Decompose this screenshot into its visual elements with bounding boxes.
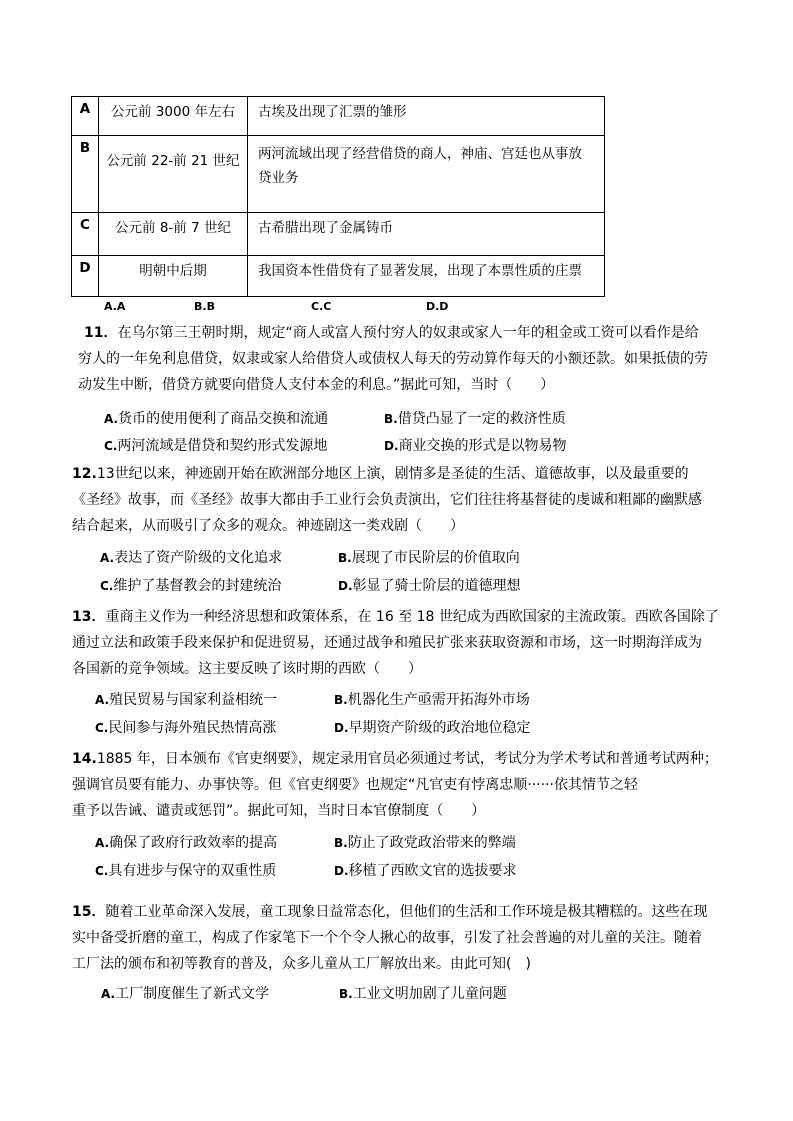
option-b[interactable]: B.机器化生产亟需开拓海外市场 [334,692,530,708]
row-desc: 古希腊出现了金属铸币 [248,213,605,256]
row-desc: 我国资本性借贷有了显著发展，出现了本票性质的庄票 [248,256,605,297]
option-a[interactable]: A.工厂制度催生了新式文学 [101,986,270,1002]
row-desc: 古埃及出现了汇票的雏形 [248,97,605,136]
option-b[interactable]: B.防止了政党政治带来的弊端 [334,835,516,851]
option-a[interactable]: A.表达了资产阶级的文化追求 [100,550,283,566]
option-b[interactable]: B.工业文明加剧了儿童问题 [339,986,507,1002]
option-d[interactable]: D.商业交换的形式是以物易物 [384,438,567,454]
row-letter: B [72,136,99,213]
question-13-stem: 13．重商主义作为一种经济思想和政策体系，在 16 至 18 世纪成为西欧国家的主流政策。西欧各国除了 通过立法和政策手段来保护和促进贸易，还通过战争和殖民扩张来获取资源和市场，这一时期海洋成为 各国新的竞争领域。这主要反映了该时期的西欧（ ） [72,609,719,677]
table-row [72,97,605,136]
row-time: 公元前 22-前 21 世纪 [99,136,248,213]
question-12-stem: 12.13世纪以来，神迹剧开始在欧洲部分地区上演，剧情多是圣徒的生活、道德故事，以及最重要的 《圣经》故事，而《圣经》故事大都由手工业行会负责演出，它们往往将基督徒的虔诚和粗鄙的幽默感 结合起来，从而吸引了众多的观众。神迹剧这一类戏剧（ ） [72,466,702,534]
option-b[interactable]: B.借贷凸显了一定的救济性质 [384,411,566,427]
option-d[interactable]: D.早期资产阶级的政治地位稳定 [334,720,531,736]
option-c[interactable]: C.民间参与海外殖民热情高涨 [95,720,277,736]
table-row [72,256,605,297]
row-desc: 两河流域出现了经营借贷的商人，神庙、宫廷也从事放 贷业务 [248,136,605,213]
choice-c[interactable]: C.C [311,300,332,313]
option-c[interactable]: C.维护了基督教会的封建统治 [100,578,282,594]
option-a[interactable]: A.货币的使用便利了商品交换和流通 [104,411,329,427]
option-a[interactable]: A.殖民贸易与国家利益相统一 [95,692,278,708]
option-c[interactable]: C.两河流域是借贷和契约形式发源地 [104,438,328,454]
row-letter: A [72,97,99,136]
row-letter: D [72,256,99,297]
question-14-stem: 14.1885 年，日本颁布《官吏纲要》，规定录用官员必须通过考试，考试分为学术考试和普通考试两种； 强调官员要有能力、办事快等。但《官吏纲要》也规定“凡官吏有悖离忠顺······依其情节之轻 重予以告诫、谴责或惩罚”。据此可知，当时日本官僚制度（ ） [72,751,718,819]
row-letter: C [72,213,99,256]
row-time: 公元前 8-前 7 世纪 [99,213,248,256]
row-time: 公元前 3000 年左右 [99,97,248,136]
choice-d[interactable]: D.D [426,300,449,313]
option-d[interactable]: D.移植了西欧文官的选拔要求 [334,863,517,879]
choice-a[interactable]: A.A [104,300,126,313]
option-a[interactable]: A.确保了政府行政效率的提高 [95,835,278,851]
table-row [72,213,605,256]
question-11-stem: 11．在乌尔第三王朝时期，规定“商人或富人预付穷人的奴隶或家人一年的租金或工资可以看作是给 穷人的一年免利息借贷，奴隶或家人给借贷人或债权人每天的劳动算作每天的小额还款。如果抵债的劳 动发生中断，借贷方就要向借贷人支付本金的利息。”据此可知，当时（ ） [78,325,708,393]
option-d[interactable]: D.彰显了骑士阶层的道德理想 [338,578,521,594]
row-time: 明朝中后期 [99,256,248,297]
q10-options-table [71,96,605,297]
option-b[interactable]: B.展现了市民阶层的价值取向 [338,550,520,566]
choice-b[interactable]: B.B [194,300,215,313]
option-c[interactable]: C.具有进步与保守的双重性质 [95,863,277,879]
table-row [72,136,605,213]
question-15-stem: 15．随着工业革命深入发展，童工现象日益常态化，但他们的生活和工作环境是极其糟糕的。这些在现 实中备受折磨的童工，构成了作家笔下一个个令人揪心的故事，引发了社会普遍的对儿童的关注。随着 工厂法的颁布和初等教育的普及，众多儿童从工厂解放出来。由此可知( ) [72,904,708,972]
